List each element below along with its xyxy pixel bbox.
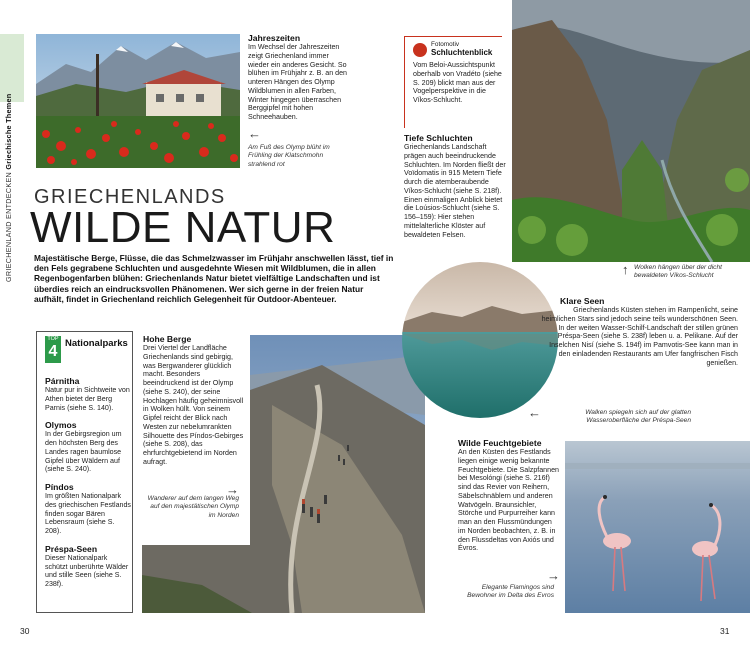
park-name: Olymos <box>45 420 77 431</box>
park-text: Natur pur in Sichtweite von Athen bietet der Berg Parnis (siehe S. 140). <box>45 386 130 412</box>
intro-paragraph: Majestätische Berge, Flüsse, die das Schmelzwasser im Frühjahr anschwellen lässt, tief in den Fels gegrabene Schluchten und ausgedehnte Wiesen mit Wildblumen, die in allen Regenbogenfarben blühen: Griechenlands Natur bietet vielfältige Landschaften und ist überdies reich an eindrucksvollen Phänomenen. Wer sich gerne in der freien Natur aufhält, findet in Griechenland reichlich Gelegenheit für Outdoor-Abenteuer. <box>34 253 394 304</box>
seasons-body: Im Wechsel der Jahreszeiten zeigt Griechenland immer wieder ein anderes Gesicht. So blühen im Frühjahr z. B. an den unteren Hängen des Olymp Wildblumen in allen Farben, Winter hingegen überraschen Berggipfel mit hohen Schneehauben. <box>248 43 347 121</box>
photo-vikos-gorge <box>512 0 750 262</box>
page-title: WILDE NATUR <box>30 203 336 252</box>
camera-icon <box>413 43 427 57</box>
photospot-title: Schluchtenblick <box>431 48 493 57</box>
arrow-up-icon: ↑ <box>622 262 629 277</box>
arrow-left-icon: ← <box>248 126 261 141</box>
lakes-heading: Klare Seen <box>560 296 605 306</box>
wetlands-heading: Wilde Feuchtgebiete <box>458 438 542 448</box>
top4-badge-number: 4 <box>48 343 58 360</box>
page-number-left: 30 <box>20 626 30 636</box>
lakes-body: Griechenlands Küsten stehen im Rampenlicht, seine heimlichen Stars sind jedoch seine teils wunderschönen Seen. In der weiten Wasser-Schilf-Landschaft der stillen grünen Préspa-Seen (siehe S. 238f) leben u. a. Pelikane. Auf der Inselchen Nisí (siehe S. 194f) im Pamvotis-See kann man in den einladenden Restaurants am Ufer fangfrischen Fisch genießen. <box>541 306 738 367</box>
park-name: Párnitha <box>45 376 80 386</box>
photospot-label: Fotomotiv <box>431 41 460 48</box>
photospot-box <box>404 36 502 128</box>
section-strip <box>0 34 24 102</box>
arrow-right-icon: → <box>547 568 560 583</box>
photospot-body: Vom Beloi-Aussichtspunkt oberhalb von Vradéto (siehe S. 209) blickt man aus der Vogelperspektive in die Víkos-Schlucht. <box>413 61 502 104</box>
arrow-left-icon: ← <box>528 405 541 420</box>
top4-badge-label: TOP <box>47 336 59 342</box>
seasons-caption: Am Fuß des Olymp blüht im Frühling der Klatschmohn strahlend rot <box>248 144 330 168</box>
photo-olymp-poppies <box>36 34 240 168</box>
wetlands-body: An den Küsten des Festlands liegen einige wenig bekannte Feuchtgebiete. Die Salzpfannen bei Mesolóngi (siehe S. 216f) sind das Revier von Reihern, Säbelschnäblern und anderen Watvögeln. Braunsichler, Störche und Purpurreiher kann man an den Flussmündungen im Norden beobachten, z. B. in den Flussdeltas von Axiós und Évros. <box>458 448 559 553</box>
photo-prespa-lake <box>402 262 558 418</box>
mountains-body: Drei Viertel der Landfläche Griechenlands sind gebirgig, was Bergwanderer glücklich macht. Besonders beeindruckend ist der Olymp (siehe S. 240), der seine Hochlagen häufig geheimnisvoll in Wolken hüllt. Von seinem Gipfel reicht der Blick nach Westen zur nebelumrankten Silhouette des Píndos-Gebirges (siehe S. 208), das ehrfurchtgebietend im Norden aufragt. <box>143 344 244 466</box>
park-item <box>45 376 131 412</box>
top4-title: Nationalparks <box>65 338 128 349</box>
photo-flamingos <box>565 441 750 613</box>
park-name: Préspa-Seen <box>45 543 98 554</box>
seasons-heading: Jahreszeiten <box>248 33 301 43</box>
headline-kicker: GRIECHENLANDS <box>34 186 226 208</box>
gorges-body: Griechenlands Landschaft prägen auch beeindruckende Schluchten. Im Norden fließt der Voïdomatis in 915 Metern Tiefe durch die atemberaubende Víkos-Schlucht (siehe S. 218f). Einen einmaligen Anblick bietet die Loúsios-Schlucht (siehe S. 156–159): Hier stehen mittelalterliche Klöster auf bewaldeten Felsen. <box>404 143 506 239</box>
arrow-right-icon: → <box>226 482 239 497</box>
top4-national-parks-box <box>36 331 133 613</box>
page-number-right: 31 <box>720 626 730 636</box>
theme-label: Griechische Themen <box>4 93 13 170</box>
parks-list <box>45 376 131 589</box>
lakes-caption: Walken spiegeln sich auf der glatten Wasseroberfläche der Préspa-Seen <box>585 409 691 425</box>
section-tab <box>4 94 13 282</box>
section-label: GRIECHENLAND ENTDECKEN <box>4 171 13 282</box>
gorges-heading: Tiefe Schluchten <box>404 133 473 143</box>
gorges-caption: Wolken hängen über der dicht bewaldeten Víkos-Schlucht <box>634 264 722 280</box>
park-item <box>45 544 131 589</box>
park-item <box>45 420 131 474</box>
park-name: Píndos <box>45 482 74 492</box>
mountains-heading: Hohe Berge <box>143 334 192 344</box>
park-item <box>45 482 131 536</box>
park-text: Dieser Nationalpark schützt unberührte Wälder und stille Seen (siehe S. 238f). <box>45 553 129 588</box>
park-text: Im größten Nationalpark des griechischen Festlands finden sogar Bären Lebensraum (siehe S. 208). <box>45 492 131 535</box>
park-text: In der Gebirgsregion um den höchsten Berg des Landes ragen baumlose Gipfel über Wäldern auf (siehe S. 240). <box>45 430 122 474</box>
mountains-caption: Wanderer auf dem langen Weg auf den majestätischen Olymp im Norden <box>147 495 239 519</box>
top4-badge <box>45 336 61 363</box>
wetlands-caption: Elegante Flamingos sind Bewohner im Delta des Evros <box>467 584 554 600</box>
